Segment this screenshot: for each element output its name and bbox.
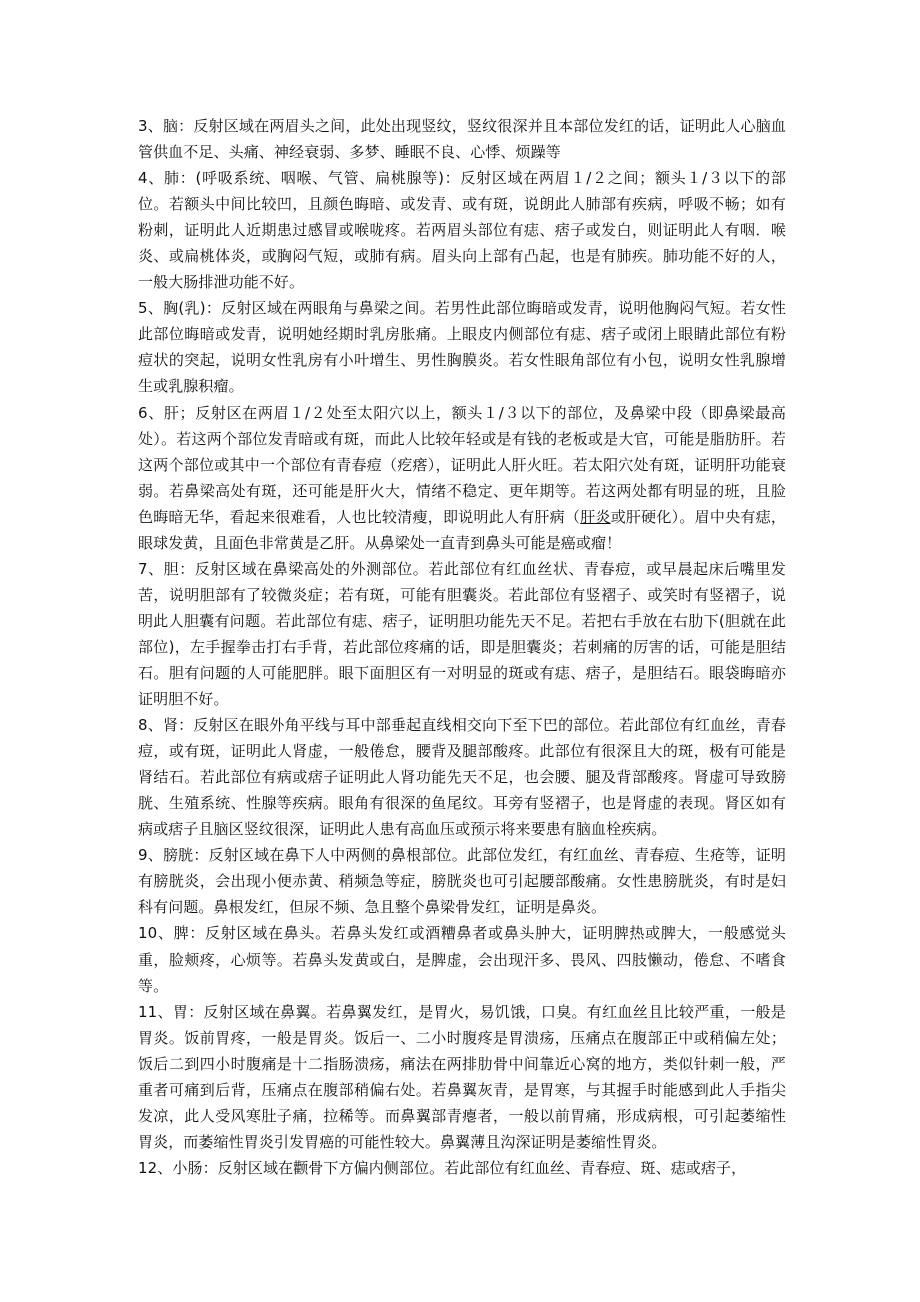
- paragraph-bladder: 9、膀胱：反射区域在鼻下人中两侧的鼻根部位。此部位发红，有红血丝、青春痘、生疮等，证明有膀胱炎，会出现小便赤黄、稍频急等症，膀胱炎也可引起腰部酸痛。女性患膀胱炎，有时是妇科有问题。鼻根发红，但尿不频、急且整个鼻梁骨发红，证明是鼻炎。: [138, 846, 786, 917]
- paragraph-liver-text-end: 或肝硬化）。眉中央有痣，眼球发黄，且面色非常黄是乙肝。从鼻梁处一直青到鼻头可能是癌或瘤！: [138, 507, 787, 552]
- paragraph-liver-text-start: 6、肝；反射区在两眉１/２处至太阳穴以上，额头１/３以下的部位，及鼻梁中段（即鼻梁最高处）。若这两个部位发青暗或有斑，而此人比较年轻或是有钱的老板或是大官，可能是脂肪肝。若这两个部位或其中一个部位有青春痘（疙瘩），证明此人肝火旺。若太阳穴处有斑，证明肝功能衰弱。若鼻梁高处有斑，还可能是肝火大，情绪不稳定、更年期等。若这两处都有明显的班，且脸色晦暗无华，看起来很难看，人也比较清瘦，即说明此人有肝病（: [138, 403, 786, 526]
- paragraph-small-intestine: 12、小肠：反射区域在颧骨下方偏内侧部位。若此部位有红血丝、青春痘、斑、痣或痞子，: [138, 1158, 747, 1177]
- paragraph-gallbladder: 7、胆：反射区域在鼻梁高处的外测部位。若此部位有红血丝状、青春痘，或早晨起床后嘴里发苦，说明胆部有了较微炎症；若有斑，可能有胆囊炎。若此部位有竖褶子、或笑时有竖褶子，说明此人胆囊有问题。若此部位有痣、痞子，证明胆功能先天不足。若把右手放在右肋下(胆就在此部位)，左手握拳击打右手背，若此部位疼痛的话，即是胆囊炎；若刺痛的厉害的话，可能是胆结石。胆有问题的人可能肥胖。眼下面胆区有一对明显的斑或有痣、痞子，是胆结石。眼袋晦暗亦证明胆不好。: [138, 559, 786, 709]
- paragraph-stomach: 11、胃：反射区域在鼻翼。若鼻翼发红，是胃火，易饥饿，口臭。有红血丝且比较严重，一般是胃炎。饭前胃疼，一般是胃炎。饭后一、二小时腹疼是胃溃疡，压痛点在腹部正中或稍偏左处；饭后二到四小时腹痛是十二指肠溃疡，痛法在两排肋骨中间靠近心窝的地方，类似针刺一般，严重者可痛到后背，压痛点在腹部稍偏右处。若鼻翼灰青，是胃寒，与其握手时能感到此人手指尖发凉，此人受风寒肚子痛，拉稀等。而鼻翼部青瘪者，一般以前胃痛，形成病根，可引起萎缩性胃炎，而萎缩性胃炎引发胃癌的可能性较大。鼻翼薄且沟深证明是萎缩性胃炎。: [138, 1002, 786, 1151]
- hepatitis-link[interactable]: 肝炎: [580, 507, 611, 526]
- paragraph-liver: [138, 400, 786, 556]
- paragraph-spleen: 10、脾：反射区域在鼻头。若鼻头发红或酒糟鼻者或鼻头肿大，证明脾热或脾大，一般感觉头重，脸颊疼，心烦等。若鼻头发黄或白，是脾虚，会出现汗多、畏风、四肢懒动，倦怠、不嗜食等。: [138, 924, 786, 995]
- paragraph-chest: 5、胸(乳)：反射区域在两眼角与鼻梁之间。若男性此部位晦暗或发青，说明他胸闷气短。若女性此部位晦暗或发青，说明她经期时乳房胀痛。上眼皮内侧部位有痣、痞子或闭上眼睛此部位有粉痘状的突起，说明女性乳房有小叶增生、男性胸膜炎。若女性眼角部位有小包，说明女性乳腺增生或乳腺积瘤。: [138, 299, 786, 396]
- paragraph-lung: 4、肺：(呼吸系统、咽喉、气管、扁桃腺等)：反射区域在两眉１/２之间；额头１/３以下的部位。若额头中间比较凹，且颜色晦暗、或发青、或有斑，说朗此人肺部有疾病，呼吸不畅；如有粉刺，证明此人近期患过感冒或喉咙疼。若两眉头部位有痣、痞子或发白，则证明此人有咽．喉炎、或扁桃体炎，或胸闷气短，或肺有病。眉头向上部有凸起，也是有肺疾。肺功能不好的人，一般大肠排泄功能不好。: [138, 169, 786, 292]
- paragraph-kidney: 8、肾：反射区在眼外角平线与耳中部垂起直线相交向下至下巴的部位。若此部位有红血丝，青春痘，或有斑，证明此人肾虚，一般倦怠，腰背及腿部酸疼。此部位有很深且大的斑，极有可能是肾结石。若此部位有病或痞子证明此人肾功能先天不足，也会腰、腿及背部酸疼。肾虚可导致膀胱、生殖系统、性腺等疾病。眼角有很深的鱼尾纹。耳旁有竖褶子，也是肾虚的表现。肾区如有病或痞子且脑区竖纹很深，证明此人患有高血压或预示将来要患有脑血栓疾病。: [138, 716, 786, 839]
- document-body: [138, 113, 786, 1181]
- paragraph-brain: 3、脑：反射区域在两眉头之间，此处出现竖纹，竖纹很深并且本部位发红的话，证明此人心脑血管供血不足、头痛、神经衰弱、多梦、睡眠不良、心悸、烦躁等: [138, 117, 786, 162]
